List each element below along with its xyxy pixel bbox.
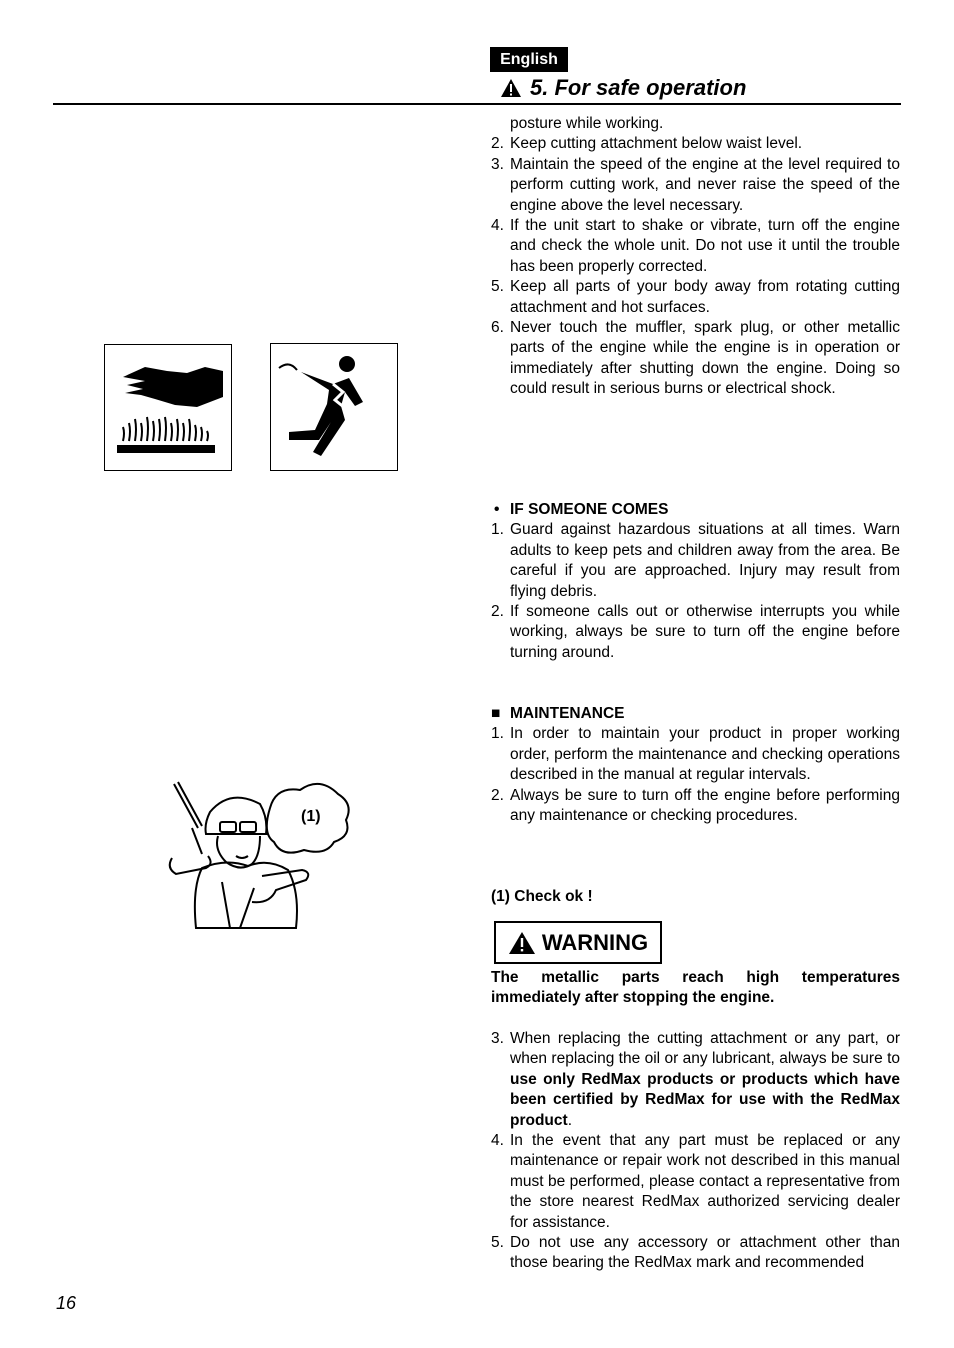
illustration-label: (1)	[301, 808, 321, 825]
someone-comes-heading: • IF SOMEONE COMES	[494, 501, 669, 518]
someone-comes-section	[491, 500, 900, 663]
language-tab: English	[490, 47, 568, 72]
list-item: 2. Keep cutting attachment below waist level.	[491, 135, 803, 153]
maintenance-section	[491, 704, 900, 826]
list-item: 5. Keep all parts of your body away from rotating cutting attachment and hot surfaces.	[491, 278, 900, 316]
warning-triangle-icon	[508, 931, 536, 955]
list-item: 4. If the unit start to shake or vibrate, turn off the engine and check the whole unit. Do not use it until the trouble has been properly corrected.	[491, 217, 900, 275]
emphasis-text: use only RedMax products or products which have been certified by RedMax for use with the RedMax product	[510, 1070, 900, 1129]
illustration-caption: (1) Check ok !	[491, 888, 593, 905]
maintenance-heading: ■ MAINTENANCE	[491, 705, 625, 722]
hot-surface-icon	[105, 345, 231, 470]
continued-text: posture while working.	[510, 115, 664, 132]
warning-box	[494, 921, 662, 964]
list-item: 4. In the event that any part must be replaced or any maintenance or repair work not described in this manual must be performed, please contact a representative from the store nearest RedMax authorized servicing dealer for assistance.	[491, 1132, 900, 1231]
section-title	[500, 75, 746, 101]
list-item: 6. Never touch the muffler, spark plug, or other metallic parts of the engine while the engine is in operation or immediately after shutting down the engine. Doing so could result in serious burns or electrical shock.	[491, 319, 900, 398]
list-item: 2. If someone calls out or otherwise interrupts you while working, always be sure to turn off the engine before turning around.	[491, 603, 900, 661]
mechanic-illustration	[162, 778, 362, 948]
warning-label: WARNING	[541, 929, 649, 955]
list-item: 1. In order to maintain your product in proper working order, perform the maintenance and checking operations described in the manual at regular intervals.	[491, 725, 900, 784]
list-item: 3. When replacing the cutting attachment or any part, or when replacing the oil or any lubricant, always be sure to use only RedMax products or products which have been certified by RedMax for use with the RedMax product.	[491, 1030, 900, 1129]
hot-surface-pictogram	[104, 344, 232, 471]
list-item: 2. Always be sure to turn off the engine before performing any maintenance or checking procedures.	[491, 786, 900, 825]
mechanic-icon	[162, 778, 362, 948]
warning-triangle-icon	[500, 78, 522, 98]
header-rule	[53, 103, 901, 105]
list-item: 3. Maintain the speed of the engine at the level required to perform cutting work, and never raise the speed of the engine above the level necessary.	[491, 155, 900, 214]
electric-shock-icon	[271, 344, 397, 470]
operation-list	[491, 114, 900, 400]
list-item: 1. Guard against hazardous situations at all times. Warn adults to keep pets and children away from the area. Be careful if you are approached. Injury may result from flying debris.	[491, 521, 900, 600]
electric-shock-pictogram	[270, 343, 398, 471]
warning-text: The metallic parts reach high temperatures immediately after stopping the engine.	[491, 969, 900, 1007]
maintenance-continued	[491, 1029, 900, 1274]
page-number: 16	[56, 1293, 77, 1313]
list-item: 5. Do not use any accessory or attachment other than those bearing the RedMax mark and recommended	[491, 1234, 900, 1272]
section-title-text: 5. For safe operation	[530, 75, 747, 100]
